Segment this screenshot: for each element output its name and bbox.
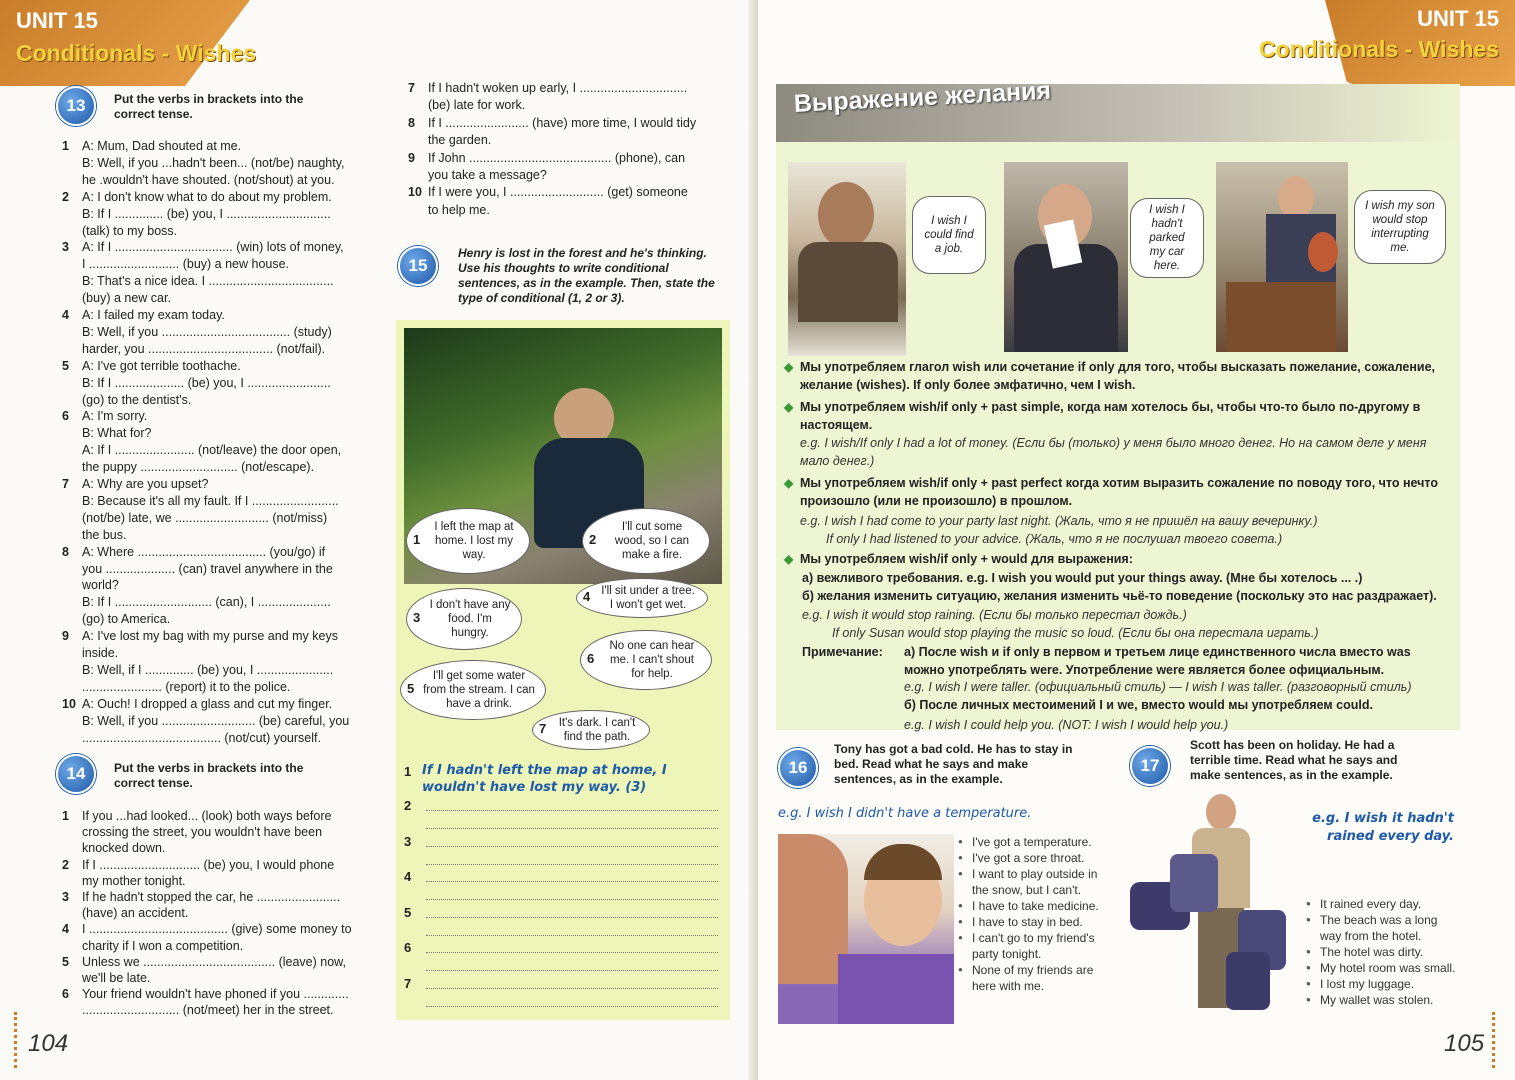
exercise-13-line — [62, 696, 376, 713]
exercise-16-items — [958, 834, 1108, 994]
wish-rule — [802, 643, 902, 661]
wish-rule — [800, 512, 1448, 530]
item-number: 6 — [62, 987, 69, 1002]
exercise-13-line — [62, 408, 376, 425]
bubble-number: 2 — [589, 532, 597, 547]
item-text: (go) to the dentist's. — [82, 392, 192, 407]
exercise-13-line — [82, 679, 376, 696]
item-text: (be) late for work. — [428, 98, 526, 113]
exercise-13-instruction: Put the verbs in brackets into the correct tense. — [114, 92, 304, 121]
wish-rule — [904, 696, 1448, 714]
exercise-13-line — [82, 324, 376, 341]
exercise-13-line — [82, 611, 376, 628]
exercise-13-line — [82, 561, 376, 578]
item-number: 5 — [62, 954, 69, 969]
wish-rule-text: б) После личных местоимений I и we, вместо would мы употребляем could. — [904, 698, 1373, 712]
exercise-13-line — [62, 544, 376, 561]
wish-rule-text: Мы употребляем wish/if only + past simple, когда нам хотелось бы, чтобы что-то было по-другому в настоящем. — [800, 400, 1421, 432]
page-number-right: 105 — [1444, 1030, 1485, 1057]
diamond-bullet-icon: ◆ — [784, 400, 794, 414]
list-item: ● The hotel was dirty. — [1306, 944, 1456, 960]
wish-rule — [800, 434, 1448, 470]
answer-line-number: 1 — [404, 764, 412, 779]
exercise-13-line — [82, 425, 376, 442]
item-text: If I hadn't woken up early, I ............................... — [428, 81, 688, 95]
item-number: 1 — [62, 809, 69, 823]
item-text: my mother tonight. — [82, 873, 186, 888]
bubble-number: 3 — [413, 610, 421, 625]
wish-rule-text: Мы употребляем wish/if only + would для выражения: — [800, 552, 1133, 566]
item-text: If I ............................. (be) you, I would phone — [82, 857, 335, 872]
diamond-bullet-icon: ◆ — [784, 476, 794, 490]
exercise-15-instruction: Henry is lost in the forest and he's thinking. Use his thoughts to write conditional sentences, as in the example. Then, state the type of conditional (1, 2 or 3). — [458, 246, 715, 305]
unit-title-right: Conditionals - Wishes — [1258, 36, 1499, 62]
wish-rule — [802, 606, 1448, 624]
list-item: ● My hotel room was small. — [1306, 960, 1456, 976]
wish-rule — [784, 474, 1448, 510]
list-item: ● None of my friends are here with me. — [958, 962, 1108, 994]
page-dots-right — [1492, 1012, 1498, 1068]
writing-line[interactable] — [426, 970, 718, 971]
left-page — [0, 0, 756, 1080]
wish-rule-text: б) желания изменить ситуацию, желания изменить чьё-то поведение (поскольку это нас раздражает). — [802, 589, 1437, 603]
wish-rule — [904, 643, 1448, 679]
wish-rule-text: e.g. I wish/If only I had a lot of money. (Если бы (только) у меня было много денег. Но на самом деле у меня мало денег.) — [800, 436, 1427, 468]
wish-rule-text: Мы употребляем wish/if only + past perfect когда хотим выразить сожаление по поводу того, что нечто произошло (или не произошло) в прошлом. — [800, 476, 1439, 508]
list-item: ● I can't go to my friend's party tonight. — [958, 930, 1108, 962]
item-text: B: If I ............................ (can), I ..................... — [82, 595, 331, 610]
item-text: B: That's a nice idea. I .................................... — [82, 274, 334, 289]
item-text: A: I'm sorry. — [82, 409, 148, 424]
writing-line-number: 3 — [404, 833, 412, 849]
exercise-14-line — [428, 97, 728, 114]
exercise-13-line — [82, 459, 376, 476]
list-item: ● I have to stay in bed. — [958, 914, 1108, 930]
exercise-13-line — [82, 713, 376, 730]
wish-rule-text: e.g. I wish I had come to your party last night. (Жаль, что я не пришёл на вашу вечеринку.) — [800, 514, 1318, 528]
wish-bubble-2: I wish I hadn't parked my car here. — [1130, 198, 1204, 278]
item-text: If you ...had looked... (look) both ways before — [82, 809, 332, 823]
diamond-bullet-icon: ◆ — [784, 552, 794, 566]
writing-line-number: 7 — [404, 975, 412, 991]
list-item: ● I've got a sore throat. — [958, 850, 1108, 866]
exercise-14-line — [82, 873, 376, 890]
item-number: 2 — [62, 857, 69, 872]
item-text: A: If I ....................... (not/leave) the door open, — [82, 443, 342, 458]
writing-line[interactable] — [426, 935, 718, 936]
wish-rule — [784, 358, 1448, 394]
photo-sick-boy — [778, 834, 954, 1024]
exercise-13-line — [82, 341, 376, 358]
writing-line-number: 4 — [404, 869, 412, 884]
writing-line[interactable] — [426, 917, 718, 918]
exercise-13-line — [82, 155, 376, 172]
unit-title-left: Conditionals - Wishes — [16, 40, 257, 66]
photo-man-worried — [788, 162, 906, 356]
thought-bubble-6 — [580, 630, 712, 690]
exercise-13-line — [82, 662, 376, 679]
item-text: ....................... (report) it to the police. — [82, 679, 291, 694]
item-text: (not/be) late, we ........................... (not/miss) — [82, 510, 328, 525]
exercise-14-line — [62, 921, 376, 938]
exercise-14-line — [82, 970, 376, 987]
exercise-13-line — [62, 476, 376, 493]
answer-example: If I hadn't left the map at home, I wouldn't have lost my way. (3) — [422, 763, 667, 795]
exercise-13-line — [82, 290, 376, 307]
item-text: B: If I .............. (be) you, I .............................. — [82, 206, 331, 221]
thought-bubble-3 — [406, 588, 522, 650]
exercise-14-number: 14 — [56, 754, 96, 794]
wish-rule-text: e.g. I wish I were taller. (официальный стиль) — I wish I was taller. (разговорный стиль) — [904, 680, 1412, 694]
exercise-14-line — [62, 808, 376, 825]
item-text: A: I've lost my bag with my purse and my keys — [82, 629, 338, 644]
bubble-text: I don't have any food. I'm hungry. — [429, 599, 511, 639]
thought-bubble-5 — [400, 660, 546, 720]
item-number: 5 — [62, 358, 69, 373]
item-number: 4 — [62, 308, 69, 322]
item-text: B: Well, if you ...hadn't been... (not/be) naughty, — [82, 155, 345, 170]
item-text: crossing the street, you wouldn't have been — [82, 825, 323, 840]
item-text: ........................................ (not/cut) yourself. — [82, 730, 321, 745]
item-text: A: Where ..................................... (you/go) if — [82, 544, 326, 559]
list-item: ● The beach was a long way from the hotel. — [1306, 912, 1456, 944]
item-text: B: If I .................... (be) you, I ........................ — [82, 375, 331, 390]
exercise-14-line — [408, 150, 728, 167]
item-text: A: I've got terrible toothache. — [82, 358, 241, 373]
page-dots-left — [14, 1012, 20, 1068]
exercise-14-line — [82, 938, 376, 955]
wish-rule — [802, 587, 1448, 605]
exercise-16-example: e.g. I wish I didn't have a temperature. — [778, 806, 1032, 821]
item-number: 8 — [408, 115, 415, 130]
exercise-13-line — [82, 223, 376, 240]
item-text: A: Ouch! I dropped a glass and cut my finger. — [82, 696, 333, 711]
exercise-13-line — [62, 138, 376, 155]
bubble-number: 5 — [407, 681, 415, 696]
exercise-14-line — [428, 167, 728, 184]
exercise-13-line — [62, 307, 376, 324]
exercise-14-line — [82, 824, 376, 841]
writing-line-number: 6 — [404, 940, 412, 955]
bubble-number: 6 — [587, 651, 595, 666]
exercise-13-line — [82, 256, 376, 273]
wish-rule — [784, 398, 1448, 434]
exercise-14-line — [82, 905, 376, 922]
exercise-13-line — [82, 527, 376, 544]
unit-label-right: UNIT 15 — [1417, 6, 1499, 31]
writing-line[interactable] — [426, 810, 718, 811]
exercise-13-line — [82, 172, 376, 189]
exercise-15-number: 15 — [398, 246, 438, 286]
item-text: A: I don't know what to do about my problem. — [82, 189, 332, 204]
exercise-13-line — [82, 594, 376, 611]
exercise-13-number: 13 — [56, 86, 96, 126]
exercise-13-line — [82, 577, 376, 594]
wish-title: Выражение желания — [793, 76, 1052, 118]
wish-bubble-3: I wish my son would stop interrupting me. — [1354, 190, 1446, 264]
exercise-13-line — [82, 645, 376, 662]
list-item: ● It rained every day. — [1306, 896, 1456, 912]
item-text: B: Well, if you ........................... (be) careful, you — [82, 713, 350, 728]
item-number: 9 — [62, 629, 69, 644]
list-item: ● My wallet was stolen. — [1306, 992, 1456, 1008]
thought-bubble-1 — [406, 508, 530, 574]
list-item: ● I lost my luggage. — [1306, 976, 1456, 992]
bubble-text: I'll cut some wood, so I can make a fire. — [614, 521, 690, 561]
item-text: to help me. — [428, 202, 490, 217]
writing-line[interactable] — [426, 864, 718, 865]
item-number: 9 — [408, 150, 415, 165]
photo-man-ticket — [1004, 162, 1128, 352]
item-text: knocked down. — [82, 841, 166, 856]
writing-line[interactable] — [426, 899, 718, 900]
wish-rule-text: If only I had listened to your advice. (Жаль, что я не послушал твоего совета.) — [826, 532, 1283, 546]
wish-rule — [802, 569, 1448, 587]
item-number: 7 — [62, 477, 69, 491]
exercise-14-line — [62, 986, 376, 1003]
exercise-14-line — [428, 132, 728, 149]
item-number: 7 — [408, 81, 415, 95]
item-text: inside. — [82, 646, 119, 660]
item-number: 4 — [62, 922, 69, 937]
item-text: ............................ (not/meet) her in the street. — [82, 1003, 334, 1018]
exercise-13-line — [62, 628, 376, 645]
wish-rule-text: If only Susan would stop playing the music so loud. (Если бы она перестала играть.) — [832, 626, 1319, 640]
writing-line-number: 5 — [404, 904, 412, 920]
wish-rule-text: а) После wish и if only в первом и третьем лице единственного числа вместо was можно употреблять were. Употребление were является более официальным. — [904, 645, 1411, 677]
bubble-number: 1 — [413, 532, 421, 547]
item-text: A: I failed my exam today. — [82, 308, 225, 322]
exercise-13-line — [82, 493, 376, 510]
wish-rule-text: e.g. I wish I could help you. (NOT: I wish I would help you.) — [904, 718, 1229, 732]
exercise-14-line — [428, 202, 728, 219]
bubble-text: I'll sit under a tree. I won't get wet. — [601, 585, 695, 611]
item-text: A: Mum, Dad shouted at me. — [82, 139, 242, 153]
item-text: world? — [82, 578, 119, 593]
photo-man-luggage — [1126, 792, 1304, 1022]
item-text: harder, you .................................... (not/fail). — [82, 341, 326, 356]
exercise-17-instruction: Scott has been on holiday. He had a terrible time. Read what he says and make sentences, as in the example. — [1190, 738, 1398, 782]
item-text: If I were you, I ........................... (get) someone — [428, 185, 688, 200]
item-number: 10 — [62, 696, 76, 711]
item-text: you .................... (can) travel anywhere in the — [82, 561, 333, 576]
item-text: If John ......................................... (phone), can — [428, 150, 686, 165]
writing-line[interactable] — [426, 988, 718, 989]
item-number: 1 — [62, 139, 69, 153]
thought-bubble-7 — [532, 710, 650, 750]
item-text: he .wouldn't have shouted. (not/shout) at you. — [82, 172, 335, 187]
exercise-13-line — [62, 358, 376, 375]
thought-bubble-2 — [582, 508, 710, 574]
thought-bubble-4 — [576, 578, 708, 618]
exercise-13-line — [62, 189, 376, 206]
page-number-left: 104 — [28, 1030, 69, 1057]
exercise-14-line — [82, 840, 376, 857]
item-text: A: Why are you upset? — [82, 477, 209, 491]
writing-line-number: 2 — [404, 798, 412, 813]
wish-rule-text: Примечание: — [802, 645, 883, 659]
exercise-17-number: 17 — [1130, 746, 1170, 786]
bubble-number: 4 — [583, 589, 591, 604]
exercise-17-example: e.g. I wish it hadn't rained every day. — [1312, 811, 1454, 844]
list-item: ● I've got a temperature. — [958, 834, 1108, 850]
item-text: Your friend wouldn't have phoned if you ............. — [82, 987, 349, 1002]
item-text: charity if I won a competition. — [82, 938, 244, 953]
wish-rule — [784, 550, 1448, 568]
item-text: If he hadn't stopped the car, he ........................ — [82, 890, 341, 904]
unit-label-left: UNIT 15 — [16, 8, 98, 33]
item-number: 8 — [62, 544, 69, 559]
item-text: A: If I .................................. (win) lots of money, — [82, 240, 344, 255]
exercise-14-line — [62, 954, 376, 971]
item-text: B: Because it's all my fault. If I ......................... — [82, 493, 339, 508]
item-text: (buy) a new car. — [82, 291, 171, 306]
item-text: (go) to America. — [82, 612, 171, 627]
exercise-13-line — [82, 206, 376, 223]
wish-rule — [832, 624, 1448, 642]
item-text: If I ........................ (have) more time, I would tidy — [428, 115, 697, 130]
exercise-13-line — [82, 375, 376, 392]
exercise-13-line — [62, 239, 376, 256]
writing-line[interactable] — [426, 846, 718, 847]
exercise-13-line — [82, 392, 376, 409]
wish-rule — [904, 678, 1448, 696]
wish-rule-text: Мы употребляем глагол wish или сочетание if only для того, чтобы высказать пожелание, сожаление, желание (wishes). If only более эмфатично, чем I wish. — [800, 360, 1436, 392]
writing-line[interactable] — [426, 828, 718, 829]
item-number: 6 — [62, 409, 69, 424]
item-number: 10 — [408, 185, 422, 200]
item-text: the bus. — [82, 527, 127, 542]
wish-bubble-1: I wish I could find a job. — [912, 196, 986, 274]
item-text: we'll be late. — [82, 971, 151, 985]
item-text: I ........................................ (give) some money to — [82, 922, 352, 937]
exercise-14-line — [62, 889, 376, 906]
exercise-13-line — [82, 273, 376, 290]
wish-rule — [826, 530, 1448, 548]
photo-mother-child — [1216, 162, 1348, 352]
item-text: (have) an accident. — [82, 906, 189, 921]
item-text: you take a message? — [428, 168, 547, 182]
wish-rule — [904, 716, 1448, 734]
wish-rule-text: а) вежливого требования. e.g. I wish you would put your things away. (Мне бы хотелось ... .) — [802, 571, 1363, 585]
exercise-14-line — [408, 184, 728, 201]
writing-line[interactable] — [426, 881, 718, 882]
item-text: the puppy ............................ (not/escape). — [82, 460, 315, 475]
item-number: 2 — [62, 189, 69, 204]
item-text: Unless we ...................................... (leave) now, — [82, 954, 346, 969]
exercise-14-instruction: Put the verbs in brackets into the correct tense. — [114, 761, 304, 790]
list-item: ● I want to play outside in the snow, but I can't. — [958, 866, 1108, 898]
exercise-13-line — [82, 510, 376, 527]
exercise-14-line — [82, 1002, 376, 1019]
exercise-16-instruction: Tony has got a bad cold. He has to stay in bed. Read what he says and make sentences, as in the example. — [834, 742, 1073, 786]
bubble-text: No one can hear me. I can't shout for help. — [609, 640, 695, 680]
exercise-13-line — [82, 730, 376, 747]
item-text: B: What for? — [82, 426, 152, 441]
bubble-number: 7 — [539, 721, 547, 736]
item-number: 3 — [62, 240, 69, 255]
writing-line[interactable] — [426, 1006, 718, 1007]
item-text: B: Well, if you ..................................... (study) — [82, 324, 332, 339]
writing-line[interactable] — [426, 952, 718, 953]
bubble-text: I left the map at home. I lost my way. — [434, 521, 514, 561]
exercise-14-line — [408, 80, 728, 97]
bubble-text: It's dark. I can't find the path. — [558, 717, 636, 743]
exercise-17-items — [1306, 896, 1456, 1008]
item-text: I .......................... (buy) a new house. — [82, 257, 290, 272]
item-text: the garden. — [428, 133, 492, 148]
item-text: (talk) to my boss. — [82, 223, 178, 238]
exercise-13-line — [82, 442, 376, 459]
exercise-14-line — [408, 115, 728, 132]
item-text: B: Well, if I .............. (be) you, I ...................... — [82, 662, 334, 677]
bubble-text: I'll get some water from the stream. I can have a drink. — [423, 670, 535, 710]
exercise-16-number: 16 — [778, 748, 818, 788]
wish-rule-text: e.g. I wish it would stop raining. (Если бы только перестал дождь.) — [802, 608, 1187, 622]
item-number: 3 — [62, 890, 69, 904]
diamond-bullet-icon: ◆ — [784, 360, 794, 374]
exercise-14-line — [62, 857, 376, 874]
list-item: ● I have to take medicine. — [958, 898, 1108, 914]
